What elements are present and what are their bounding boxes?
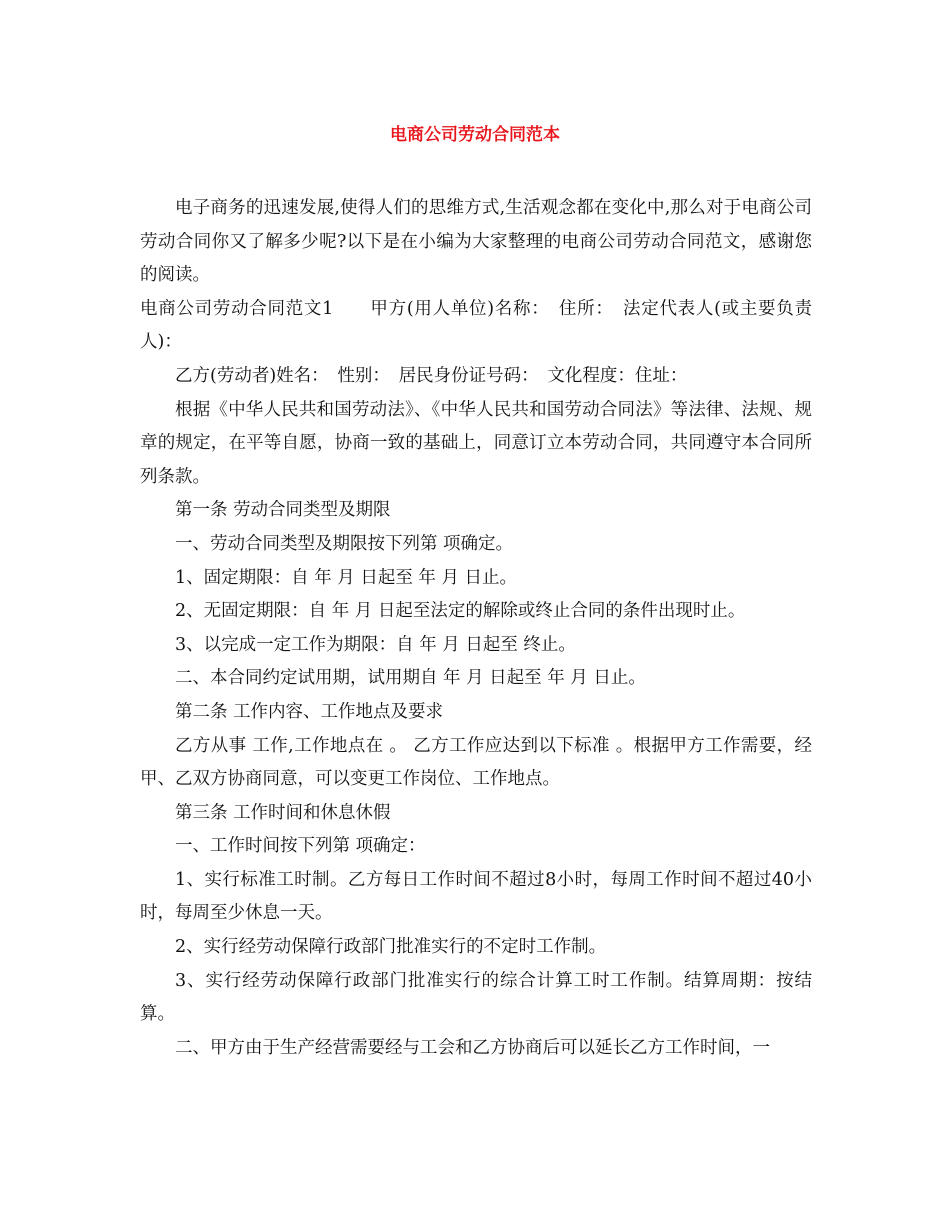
article-1-heading: 第一条 劳动合同类型及期限 [175,500,391,521]
paragraph-party-a: 电商公司劳动合同范文1 甲方(用人单位)名称： 住所： 法定代表人(或主要负责人)： [140,298,812,353]
paragraph: 1、实行标准工时制。乙方每日工作时间不超过8小时，每周工作时间不超过40小时，每周至少休息一天。 [140,869,812,924]
paragraph: 二、本合同约定试用期，试用期自 年 月 日起至 年 月 日止。 [175,668,646,689]
paragraph-party-b: 乙方(劳动者)姓名： 性别： 居民身份证号码： 文化程度：住址： [175,365,688,386]
paragraph: 2、无固定期限：自 年 月 日起至法定的解除或终止合同的条件出现时止。 [175,601,746,622]
article-3-heading: 第三条 工作时间和休息休假 [175,802,391,823]
paragraph: 3、实行经劳动保障行政部门批准实行的综合计算工时工作制。结算周期：按结算。 [140,970,812,1025]
paragraph: 一、工作时间按下列第 项确定： [175,836,426,857]
paragraph: 一、劳动合同类型及期限按下列第 项确定。 [175,533,514,554]
paragraph: 1、固定期限：自 年 月 日起至 年 月 日止。 [175,567,518,588]
paragraph: 乙方从事 工作,工作地点在 。 乙方工作应达到以下标准 。根据甲方工作需要，经甲、乙双方协商同意，可以变更工作岗位、工作地点。 [140,735,812,790]
article-2-heading: 第二条 工作内容、工作地点及要求 [175,701,444,722]
paragraph: 二、甲方由于生产经营需要经与工会和乙方协商后可以延长乙方工作时间，一 [175,1037,770,1058]
paragraph: 2、实行经劳动保障行政部门批准实行的不定时工作制。 [175,937,607,958]
paragraph-intro: 电子商务的迅速发展,使得人们的思维方式,生活观念都在变化中,那么对于电商公司劳动合同你又了解多少呢?以下是在小编为大家整理的电商公司劳动合同范文，感谢您的阅读。 [140,198,812,286]
document-title: 电商公司劳动合同范本 [390,125,560,145]
paragraph: 3、以完成一定工作为期限：自 年 月 日起至 终止。 [175,634,576,655]
document-body [140,192,812,1065]
paragraph-legal-basis: 根据《中华人民共和国劳动法》、《中华人民共和国劳动合同法》等法律、法规、规章的规定，在平等自愿，协商一致的基础上，同意订立本劳动合同，共同遵守本合同所列条款。 [140,399,812,487]
